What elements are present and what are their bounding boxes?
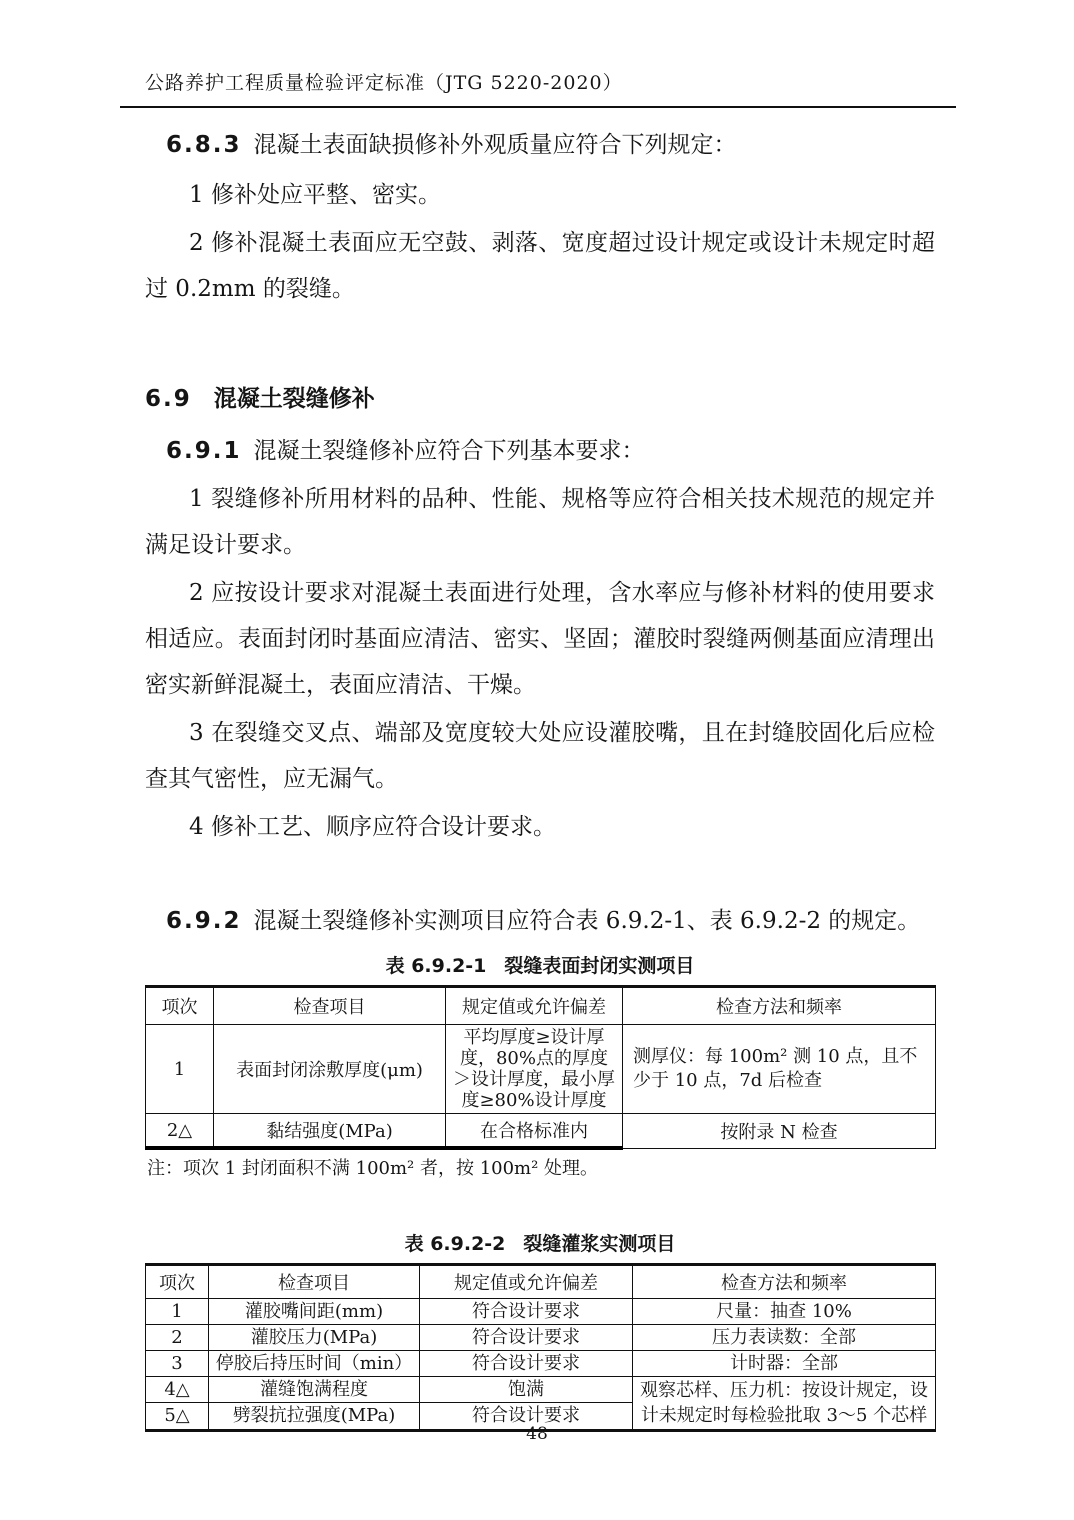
table-caption: 裂缝灌浆实测项目 [523, 1233, 676, 1255]
table-row [146, 1351, 936, 1377]
table-cell: 压力表读数：全部 [633, 1325, 936, 1351]
table-cell: 计时器：全部 [633, 1351, 936, 1377]
list-item-691-2: 2 应按设计要求对混凝土表面进行处理，含水率应与修补材料的使用要求相适应。表面封闭时基面应清洁、密实、坚固；灌胶时裂缝两侧基面应清理出密实新鲜混凝土，表面应清洁、干燥。 [145, 580, 935, 698]
column-header: 检查方法和频率 [633, 1265, 936, 1299]
table-cell: 在合格标准内 [446, 1114, 623, 1149]
table-header-row [146, 987, 936, 1025]
clause-text: 混凝土表面缺损修补外观质量应符合下列规定： [253, 132, 737, 158]
clause-text: 混凝土裂缝修补应符合下列基本要求： [253, 438, 645, 464]
table-cell: 表面封闭涂敷厚度(μm) [214, 1025, 446, 1114]
list-item-683-2: 2 修补混凝土表面应无空鼓、剥落、宽度超过设计规定或设计未规定时超过 0.2mm 的裂缝。 [145, 230, 935, 302]
table-cell: 1 [146, 1025, 214, 1114]
list-item-691-1: 1 裂缝修补所用材料的品种、性能、规格等应符合相关技术规范的规定并满足设计要求。 [145, 486, 935, 558]
clause-text: 混凝土裂缝修补实测项目应符合表 6.9.2-1、表 6.9.2-2 的规定。 [253, 908, 921, 934]
clause-number: 6.9.2 [166, 908, 242, 934]
table-header-row [146, 1265, 936, 1299]
table-cell: 黏结强度(MPa) [214, 1114, 446, 1149]
column-header: 检查项目 [209, 1265, 420, 1299]
table-6921-note: 注：项次 1 封闭面积不满 100m² 者，按 100m² 处理。 [147, 1158, 599, 1179]
list-item-683-1: 1 修补处应平整、密实。 [189, 182, 441, 208]
table-row [146, 1325, 936, 1351]
table-row [146, 1025, 936, 1114]
table-caption: 裂缝表面封闭实测项目 [504, 955, 695, 977]
clause-6-9-2 [145, 898, 935, 944]
page-number: 48 [526, 1424, 548, 1444]
table-label: 表 6.9.2-1 [385, 955, 487, 977]
table-cell: 4△ [146, 1377, 209, 1403]
table-cell: 2 [146, 1325, 209, 1351]
table-cell: 符合设计要求 [420, 1299, 633, 1325]
table-cell: 按附录 N 检查 [623, 1114, 936, 1149]
running-header [120, 68, 956, 108]
section-title: 混凝土裂缝修补 [213, 386, 375, 412]
table-cell: 停胶后持压时间（min） [209, 1351, 420, 1377]
table-cell: 符合设计要求 [420, 1403, 633, 1431]
clause-6-8-3 [145, 122, 935, 168]
column-header: 检查方法和频率 [623, 987, 936, 1025]
table-cell: 尺量：抽查 10% [633, 1299, 936, 1325]
table-cell: 5△ [146, 1403, 209, 1431]
table-row [146, 1114, 936, 1149]
table-6921-title [145, 950, 935, 982]
table-cell: 符合设计要求 [420, 1325, 633, 1351]
table-6922-title [145, 1228, 935, 1260]
table-cell: 3 [146, 1351, 209, 1377]
column-header: 检查项目 [214, 987, 446, 1025]
doc-header-title: 公路养护工程质量检验评定标准（JTG 5220-2020） [145, 72, 623, 94]
table-cell: 灌胶嘴间距(mm) [209, 1299, 420, 1325]
table-cell: 1 [146, 1299, 209, 1325]
table-row [146, 1377, 936, 1403]
table-cell: 平均厚度≥设计厚度，80%点的厚度＞设计厚度，最小厚度≥80%设计厚度 [446, 1025, 623, 1114]
column-header: 项次 [146, 1265, 209, 1299]
table-cell: 2△ [146, 1114, 214, 1149]
table-cell: 符合设计要求 [420, 1351, 633, 1377]
column-header: 规定值或允许偏差 [446, 987, 623, 1025]
clause-number: 6.9.1 [166, 438, 242, 464]
table-cell: 劈裂抗拉强度(MPa) [209, 1403, 420, 1431]
page-content [145, 122, 935, 1432]
table-row [146, 1299, 936, 1325]
table-6922-crack-grouting [145, 1263, 936, 1432]
table-cell-merged: 观察芯样、压力机：按设计规定，设计未规定时每检验批取 3～5 个芯样 [633, 1377, 936, 1431]
section-number: 6.9 [145, 386, 192, 412]
table-cell: 灌缝饱满程度 [209, 1377, 420, 1403]
table-cell: 饱满 [420, 1377, 633, 1403]
clause-number: 6.8.3 [166, 132, 242, 158]
list-item-691-4: 4 修补工艺、顺序应符合设计要求。 [189, 814, 556, 840]
column-header: 规定值或允许偏差 [420, 1265, 633, 1299]
clause-6-9-1 [145, 428, 935, 474]
table-cell: 测厚仪：每 100m² 测 10 点，且不少于 10 点，7d 后检查 [623, 1025, 936, 1114]
table-cell: 灌胶压力(MPa) [209, 1325, 420, 1351]
list-item-691-3: 3 在裂缝交叉点、端部及宽度较大处应设灌胶嘴，且在封缝胶固化后应检查其气密性，应无漏气。 [145, 720, 935, 792]
column-header: 项次 [146, 987, 214, 1025]
table-label: 表 6.9.2-2 [404, 1233, 506, 1255]
table-6921-surface-sealing [145, 985, 936, 1150]
section-heading-6-9 [145, 376, 935, 422]
